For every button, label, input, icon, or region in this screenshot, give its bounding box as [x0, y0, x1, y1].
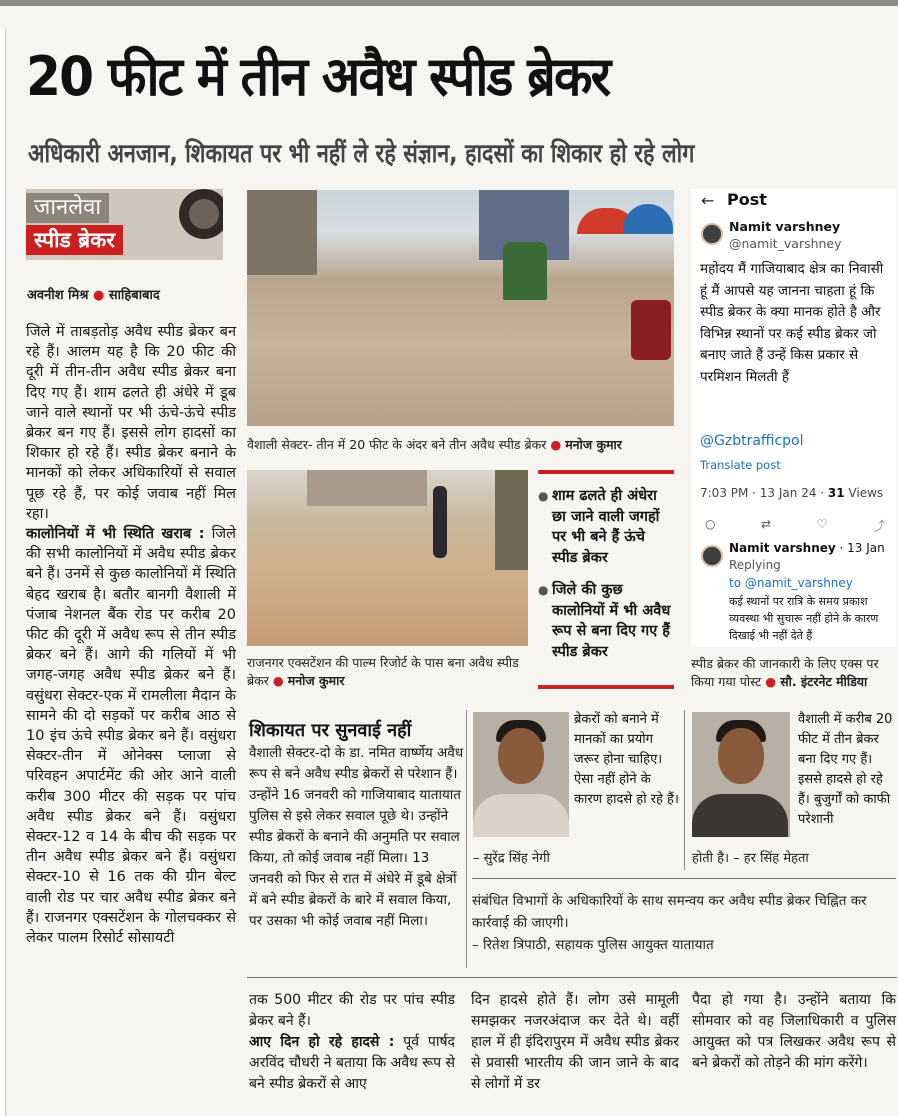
paragraph: पूर्व पार्षद अरविंद चौधरी ने बताया कि अवैध रूप से बने स्पीड ब्रेकरों से आए [249, 1034, 455, 1092]
highlight-item: ● शाम ढलते ही अंधेरा छा जाने वाली जगहों पर भी बने हैं ऊंचे स्पीड ब्रेकर [538, 486, 674, 568]
tweet-header-title: Post [727, 190, 767, 209]
reply-text: कई स्थानों पर रात्रि के समय प्रकाश व्यवस्था भी सुचारू नहीं होने के कारण दिखाई भी नहीं देते हैं [729, 595, 879, 642]
subheadline: अधिकारी अनजान, शिकायत पर भी नहीं ले रहे संज्ञान, हादसों का शिकार हो रहे लोग [28, 139, 695, 169]
highlights-box [538, 470, 674, 689]
divider [247, 977, 897, 978]
column-divider [684, 710, 685, 870]
official-quote: संबंधित विभागों के अधिकारियों के साथ समन्वय कर अवैध स्पीड ब्रेकर चिह्नित कर कार्रवाई की जाएगी। [472, 893, 867, 931]
byline-author: अवनीश मिश्र [27, 288, 89, 303]
caption-text: स्पीड ब्रेकर की जानकारी के लिए एक्स पर किया गया पोस्ट [691, 656, 879, 689]
replying-label: Replying [729, 558, 781, 572]
arrow-left-icon: ← [701, 191, 715, 210]
tweet-caption [691, 655, 896, 691]
quote-2-text: वैशाली में करीब 20 फीट में तीन ब्रेकर बना दिए गए हैं। इससे हादसे हो रहे हैं। बुजुर्गों को काफी परेशानी [798, 712, 893, 827]
subsection-heading: कालोनियों में भी स्थिति खराब : [26, 526, 205, 543]
photo-surendra-singh-negi [473, 712, 569, 837]
tweet-actions [705, 517, 885, 534]
section-tag [26, 189, 223, 260]
photo2-caption [247, 654, 532, 690]
photo-road-speed-breakers [247, 190, 674, 426]
divider [472, 878, 896, 879]
paragraph: तक 500 मीटर की रोड पर पांच स्पीड ब्रेकर बने हैं। [249, 992, 455, 1029]
photo-credit: सौ. इंटरनेट मीडिया [780, 674, 868, 689]
page-top-border [0, 0, 898, 6]
byline [27, 285, 160, 303]
replying-to: to @namit_varshney [729, 576, 853, 590]
tweet-time: 7:03 PM · 13 Jan 24 · [700, 486, 828, 500]
article-column-1 [26, 322, 236, 948]
photo-palm-resort-breaker [247, 470, 528, 646]
tweet-author-name: Namit varshney [729, 219, 841, 234]
bottom-column-1 [249, 990, 455, 1095]
paragraph: जिले की सभी कालोनियों में अवैध स्पीड ब्रेकर बने हैं। उनमें से कुछ कालोनियों में स्थिति बेहद खराब है। बतौर बानगी वैशाली में पंजाब नेशनल बैंक रोड पर करीब 20 फीट की दूरी में अवैध रूप से तीन स्पीड ब्रेकर बने हैं। आगे की गलियों में भी जगह-जगह अवैध स्पीड ब्रेकर बने हैं। वसुंधरा सेक्टर-एक में रामलीला मैदान के सामने की दो सड़कों पर करीब आठ से 10 इंच ऊंचे स्पीड ब्रेकर बने हैं। वसुंधरा सेक्टर-तीन में ओनेक्स प्लाजा से परिवहन अपार्टमेंट की ओर आने वाली करीब 300 मीटर की सड़क पर पांच अवैध स्पीड ब्रेकर बने हैं। वसुंधरा सेक्टर-12 व 14 के बीच की सड़क पर तीन अवैध स्पीड ब्रेकर बने हैं। वसुंधरा सेक्टर-10 से 16 तक की ग्रीन बेल्ट वाली रोड पर चार अवैध स्पीड ब्रेकर बने हैं। राजनगर एक्सटेंशन के गोलचक्कर से लेकर पालम रिसोर्ट सोसायटी [26, 526, 236, 947]
reply-icon: ○ [705, 517, 716, 531]
quote-1-text: ब्रेकरों को बनाने में मानकों का प्रयोग जरूर होना चाहिए। ऐसा नहीं होने के कारण हादसे हो रहे हैं। [574, 712, 679, 807]
caption-text: राजनगर एक्सटेंशन की पाल्म रिजोर्ट के पास बना अवैध स्पीड ब्रेकर [247, 655, 519, 688]
photo1-caption [247, 436, 677, 454]
retweet-icon: ⇄ [761, 517, 772, 531]
tweet-body: महोदय मैं गाजियाबाद क्षेत्र का निवासी हूं मैं आपसे यह जानना चाहता हूं कि स्पीड ब्रेकर के क्या मानक होते है और विभिन्न स्थानों पर कई स्पीड ब्रेकर जो बनाए जाते हैं उन्हें किस प्रकार से परमिशन मिलती हैं [700, 261, 884, 385]
highlight-item: ● जिले की कुछ कालोनियों में भी अवैध रूप से बना दिए गए हैं स्पीड ब्रेकर [538, 580, 674, 662]
complaint-heading: शिकायत पर सुनवाई नहीं [249, 720, 412, 741]
subsection-heading: आए दिन हो रहे हादसे : [249, 1034, 395, 1050]
bullet-dot: ● [92, 288, 109, 303]
caption-text: वैशाली सेक्टर- तीन में 20 फीट के अंदर बने तीन अवैध स्पीड ब्रेकर [247, 437, 547, 452]
bullet-dot: ● [550, 437, 566, 452]
tweet-views-label: Views [844, 486, 884, 500]
tire-photo [179, 189, 223, 239]
paragraph: जिले में ताबड़तोड़ अवैध स्पीड ब्रेकर बन रहे हैं। आलम यह है कि 20 फीट की दूरी में तीन-तीन अवैध स्पीड ब्रेकर बना दिए गए हैं। शाम ढलते ही अंधेरे में डूब जाने वाले स्थानों पर भी ऊंचे-ऊंचे स्पीड ब्रेकर बन गए हैं। इससे लोग हादसों का शिकार हो रहे हैं। स्पीड ब्रेकर बनाने के मानकों को लेकर अधिकारियों से सवाल पूछ रहे हैं, पर कोई जवाब नहीं मिल रहा। [26, 324, 236, 522]
official-name: – रितेश त्रिपाठी, सहायक पुलिस आयुक्त यातायात [472, 937, 714, 953]
avatar [701, 545, 723, 567]
reply-author-name: Namit varshney [729, 541, 836, 555]
tag-line-1: जानलेवा [26, 193, 109, 223]
tweet-screenshot [691, 189, 896, 647]
reply-date: · 13 Jan [835, 541, 885, 555]
quote-2-tail: होती है। – हर सिंह मेहता [692, 851, 809, 866]
column-divider [466, 710, 467, 968]
tweet-meta [700, 486, 883, 500]
share-icon: ⤴ [872, 519, 885, 533]
headline: 20 फीट में तीन अवैध स्पीड ब्रेकर [26, 45, 610, 108]
official-statement [472, 890, 896, 956]
bullet-dot: ● [272, 673, 288, 688]
tweet-author-handle: @namit_varshney [729, 236, 842, 251]
byline-place: साहिबाबाद [108, 288, 160, 303]
tweet-views-count: 31 [827, 486, 845, 500]
page-left-edge [0, 28, 6, 1116]
quote-1-name: – सुरेंद्र सिंह नेगी [473, 851, 550, 866]
complaint-text: वैशाली सेक्टर-दो के डा. नमित वार्ष्णेय अवैध रूप से बने अवैध स्पीड ब्रेकरों से परेशान हैं। उन्होंने 16 जनवरी को गाजियाबाद यातायात पुलिस से इसे लेकर सवाल पूछे थे। उन्होंने स्पीड ब्रेकरों के बनाने की अनुमति पर सवाल किया, तो कोई जवाब नहीं मिला। 13 जनवरी को फिर से रात में अंधेरे में डूबे क्षेत्रों में बने स्पीड ब्रेकरों के बारे में सवाल किया, पर उसका भी कोई जवाब नहीं मिला। [249, 745, 464, 929]
bottom-column-2: दिन हादसे होते हैं। लोग उसे मामूली समझकर नजरअंदाज कर देते थे। वहीं हाल में ही इंदिरापुरम में अवैध स्पीड ब्रेकर से प्रवासी भारतीय की जान जाने के बाद से लोगों में डर [471, 992, 679, 1092]
tag-line-2: स्पीड ब्रेकर [26, 225, 123, 255]
photo-har-singh-mehta [692, 712, 790, 837]
like-icon: ♡ [816, 517, 828, 531]
reply-author [729, 541, 885, 555]
bottom-column-3: पैदा हो गया है। उन्होंने बताया कि सोमवार को वह जिलाधिकारी व पुलिस आयुक्त को पत्र लिखकर अवैध रूप से बने ब्रेकरों को तोड़ने की मांग करेंगे। [692, 992, 896, 1071]
tweet-mention: @Gzbtrafficpol [700, 433, 804, 449]
photo-credit: मनोज कुमार [287, 673, 345, 688]
bullet-dot: ● [765, 674, 781, 689]
translate-link: Translate post [700, 458, 781, 472]
photo-credit: मनोज कुमार [565, 437, 622, 452]
avatar [701, 223, 723, 245]
